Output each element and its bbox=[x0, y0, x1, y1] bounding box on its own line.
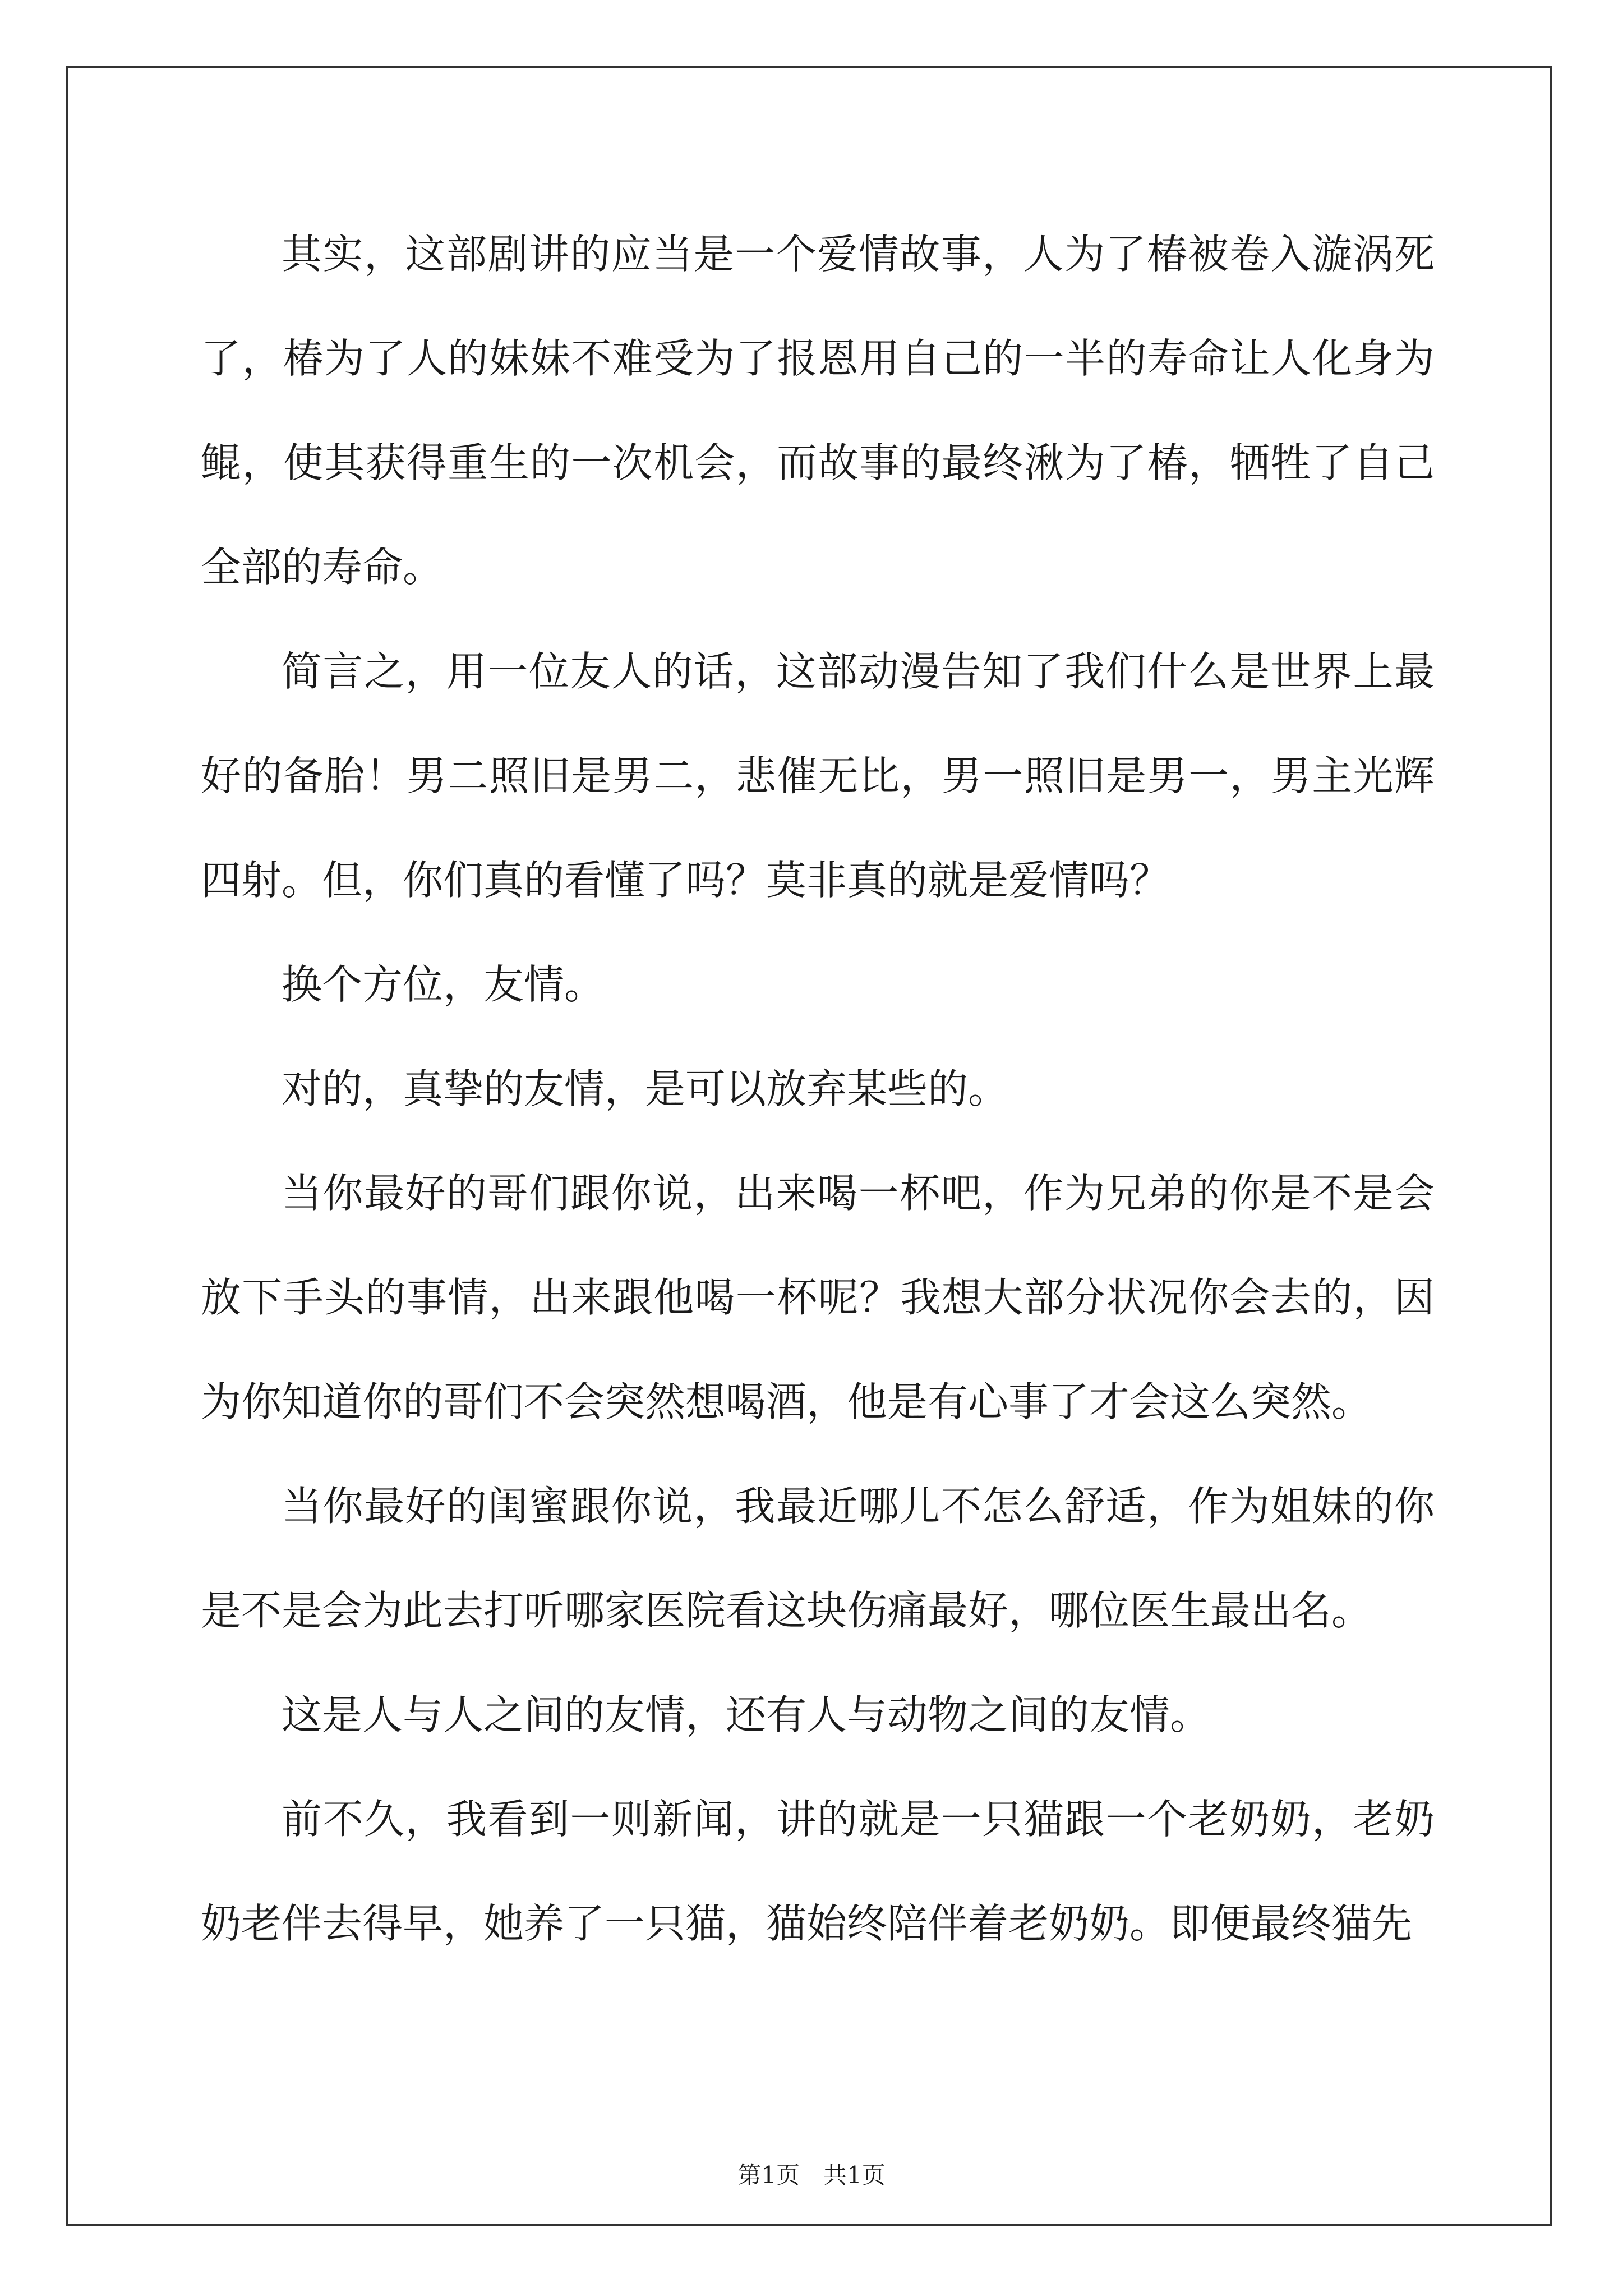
paragraph-8: 前不久，我看到一则新闻，讲的就是一只猫跟一个老奶奶，老奶奶老伴去得早，她养了一只猫，猫始终陪伴着老奶奶。即便最终猫先 bbox=[201, 1796, 1435, 1947]
paragraph-6: 当你最好的闺蜜跟你说，我最近哪儿不怎么舒适，作为姐妹的你是不是会为此去打听哪家医院看这块伤痛最好，哪位医生最出名。 bbox=[201, 1483, 1435, 1634]
paragraph-1: 其实，这部剧讲的应当是一个爱情故事，人为了椿被卷入漩涡死了，椿为了人的妹妹不难受为了报恩用自己的一半的寿命让人化身为鲲，使其获得重生的一次机会，而故事的最终湫为了椿，牺牲了自己全部的寿命。 bbox=[201, 231, 1435, 591]
paragraph-4: 对的，真挚的友情，是可以放弃某些的。 bbox=[282, 1065, 1009, 1112]
paragraph-3: 换个方位，友情。 bbox=[282, 961, 605, 1008]
paragraph-5: 当你最好的哥们跟你说，出来喝一杯吧，作为兄弟的你是不是会放下手头的事情，出来跟他喝一杯呢？我想大部分状况你会去的，因为你知道你的哥们不会突然想喝酒，他是有心事了才会这么突然。 bbox=[201, 1170, 1435, 1425]
page-number: 第1页 共1页 bbox=[737, 2161, 886, 2189]
paragraph-7: 这是人与人之间的友情，还有人与动物之间的友情。 bbox=[282, 1691, 1211, 1738]
page-footer bbox=[0, 2157, 1623, 2191]
document-body bbox=[201, 202, 1435, 1976]
paragraph-2: 简言之，用一位友人的话，这部动漫告知了我们什么是世界上最好的备胎！男二照旧是男二，悲催无比，男一照旧是男一，男主光辉四射。但，你们真的看懂了吗？莫非真的就是爱情吗？ bbox=[201, 648, 1435, 904]
